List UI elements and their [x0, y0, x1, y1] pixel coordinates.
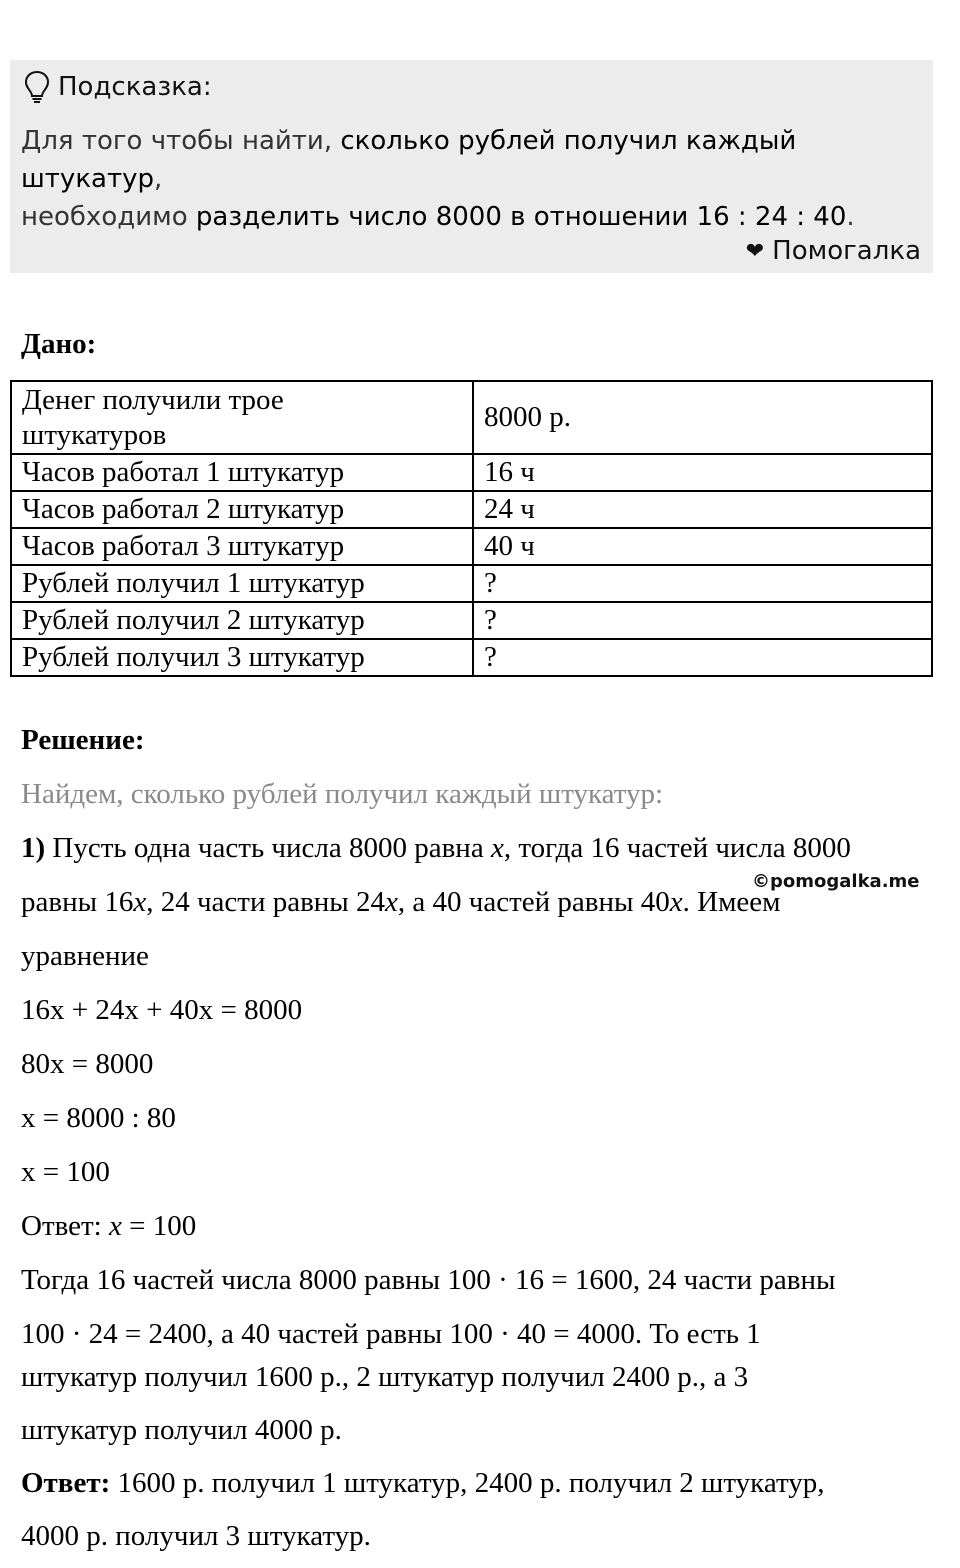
table-cell-value: 40 ч [473, 528, 932, 565]
answer-x-label: Ответ: [21, 1210, 109, 1242]
math-var: x [669, 886, 683, 918]
table-row [11, 491, 932, 528]
table-row [11, 454, 932, 491]
cell-text: Денег получили трое [22, 383, 284, 416]
watermark: ©pomogalka.me [752, 871, 920, 892]
table-cell-label: Рублей получил 3 штукатур [11, 639, 473, 676]
hint-box [10, 60, 933, 273]
hint-text-emphasis: разделить число 8000 в отношении 16 : 24 : 40 [195, 202, 847, 232]
math-var: x [133, 886, 147, 918]
hint-text-part: Для того чтобы найти, [21, 126, 341, 156]
table-row [11, 565, 932, 602]
equation-line: 16x + 24x + 40x = 8000 [21, 994, 303, 1026]
answer-x-value: = 100 [121, 1210, 197, 1242]
explanation-line: штукатур получил 1600 р., 2 штукатур получил 2400 р., а 3 [21, 1361, 749, 1393]
explanation-line: Тогда 16 частей числа 8000 равны 100 · 16 = 1600, 24 части равны [21, 1264, 836, 1296]
step-text: . Имеем [682, 886, 781, 918]
table-cell-label [11, 381, 473, 454]
given-table [10, 380, 933, 677]
answer-x-line [21, 1210, 196, 1243]
table-cell-value: 16 ч [473, 454, 932, 491]
solution-subheading: Найдем, сколько рублей получил каждый штукатур: [21, 778, 664, 810]
table-cell-label: Часов работал 1 штукатур [11, 454, 473, 491]
explanation-line: штукатур получил 4000 р. [21, 1414, 342, 1446]
step-line: уравнение [21, 940, 149, 972]
final-answer-text: 1600 р. получил 1 штукатур, 2400 р. получил 2 штукатур, [110, 1467, 825, 1499]
table-cell-value: ? [473, 565, 932, 602]
given-heading: Дано: [21, 328, 97, 360]
heart-icon: ❤ [745, 238, 765, 264]
table-cell-value: 24 ч [473, 491, 932, 528]
table-cell-label: Часов работал 2 штукатур [11, 491, 473, 528]
table-cell-value: ? [473, 602, 932, 639]
hint-text-part: , [154, 164, 163, 194]
table-cell-label: Рублей получил 2 штукатур [11, 602, 473, 639]
hint-text-emphasis: сколько рублей получил каждый штукатур [21, 126, 797, 194]
lightbulb-icon [22, 69, 52, 105]
hint-header [22, 69, 212, 105]
step-number: 1) [21, 832, 46, 864]
step-text: , а 40 частей равны 40 [397, 886, 670, 918]
solution-heading: Решение: [21, 724, 145, 756]
brand-label: Помогалка [772, 236, 921, 266]
final-answer-line [21, 1467, 825, 1500]
step-text: Пусть одна часть числа 8000 равна [45, 832, 491, 864]
table-row [11, 639, 932, 676]
step-line [21, 886, 781, 919]
final-answer-label: Ответ: [21, 1467, 111, 1499]
equation-line: 80x = 8000 [21, 1048, 154, 1080]
math-var: x [385, 886, 398, 918]
step-text: равны 16 [21, 886, 134, 918]
explanation-line: 100 · 24 = 2400, а 40 частей равны 100 · 40 = 4000. То есть 1 [21, 1318, 761, 1350]
step-text: , 24 части равны 24 [146, 886, 386, 918]
math-var: x [490, 832, 504, 864]
table-row [11, 381, 932, 454]
table-row [11, 528, 932, 565]
table-cell-label: Рублей получил 1 штукатур [11, 565, 473, 602]
hint-text-part: необходимо [21, 202, 196, 232]
brand-link[interactable] [746, 236, 921, 266]
final-answer-line: 4000 р. получил 3 штукатур. [21, 1520, 371, 1552]
step-text: , тогда 16 частей числа 8000 [503, 832, 851, 864]
table-row [11, 602, 932, 639]
equation-line: x = 8000 : 80 [21, 1102, 176, 1134]
hint-text [21, 122, 926, 236]
hint-text-part: . [846, 202, 855, 232]
table-cell-value: ? [473, 639, 932, 676]
hint-title: Подсказка: [58, 72, 212, 102]
math-var: x [109, 1210, 122, 1242]
table-cell-label: Часов работал 3 штукатур [11, 528, 473, 565]
equation-line: x = 100 [21, 1156, 110, 1188]
table-cell-value: 8000 р. [473, 381, 932, 454]
step-line [21, 832, 851, 865]
cell-text: штукатуров [22, 418, 167, 451]
